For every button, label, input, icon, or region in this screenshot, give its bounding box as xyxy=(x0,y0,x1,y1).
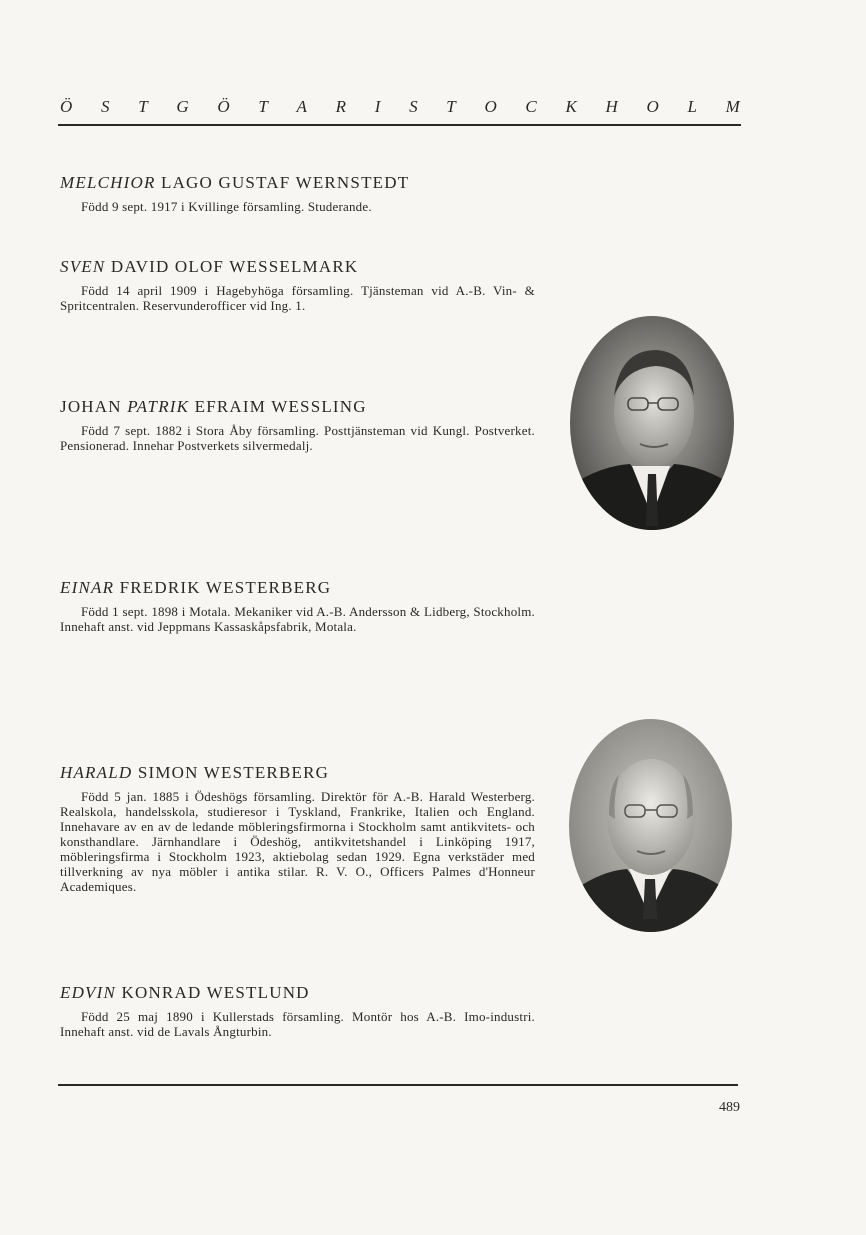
header-letter: H xyxy=(605,97,618,116)
entry-given-name: PATRIK xyxy=(127,397,190,416)
entry-other-names: FREDRIK WESTERBERG xyxy=(114,578,332,597)
portrait-bald-man-image xyxy=(569,719,732,932)
entry-name xyxy=(60,257,535,277)
entry-body: Född 25 maj 1890 i Kullerstads församling. Montör hos A.-B. Imo-industri. Innehaft anst. vid de Lavals Ångturbin. xyxy=(60,1009,535,1039)
page-number: 489 xyxy=(719,1100,740,1115)
header-letter: C xyxy=(525,97,537,116)
header-letter: Ö xyxy=(217,97,230,116)
header-letter: T xyxy=(258,97,268,116)
biography-entry xyxy=(60,578,535,634)
biography-entry xyxy=(60,397,535,453)
header-letter: T xyxy=(138,97,148,116)
header-letter: R xyxy=(335,97,346,116)
biography-entry xyxy=(60,257,535,313)
entry-name xyxy=(60,397,535,417)
entry-other-names: KONRAD WESTLUND xyxy=(116,983,310,1002)
header-letter: G xyxy=(176,97,189,116)
entry-body: Född 14 april 1909 i Hagebyhöga församling. Tjänsteman vid A.-B. Vin- & Spritcentralen. Reservunderofficer vid Ing. 1. xyxy=(60,283,535,313)
portrait-photo xyxy=(570,316,734,530)
entry-other-names: SIMON WESTERBERG xyxy=(132,763,330,782)
portrait-photo xyxy=(569,719,732,932)
header-letter: Ö xyxy=(60,97,73,116)
header-letter: M xyxy=(725,97,740,116)
biography-entry xyxy=(60,173,535,214)
entry-body: Född 7 sept. 1882 i Stora Åby församling. Posttjänsteman vid Kungl. Postverket. Pensionerad. Innehar Postverkets silvermedalj. xyxy=(60,423,535,453)
header-letter: K xyxy=(565,97,577,116)
entry-body: Född 5 jan. 1885 i Ödeshögs församling. Direktör för A.-B. Harald Westerberg. Realskola, handelsskola, studieresor i Tyskland, Frankrike, Italien och England. Innehavare av en av de ledande möbleringsfirmorna i Stockholm samt antikvitets- och konsthandlare. Järnhandlare i Ödeshög, antikvitetshandel i Linköping 1917, möbleringsfirma i Stockholm 1923, aktiebolag sedan 1929. Egna verkstäder med tillverkning av nya möbler i antika stilar. R. V. O., Officers Palmes d'Honneur Academiques. xyxy=(60,789,535,894)
entry-other-names: DAVID OLOF WESSELMARK xyxy=(105,257,359,276)
entry-name xyxy=(60,578,535,598)
header-letter: O xyxy=(484,97,497,116)
biography-entry xyxy=(60,983,535,1039)
entry-body: Född 9 sept. 1917 i Kvillinge församling. Studerande. xyxy=(81,199,372,214)
entry-given-name: EINAR xyxy=(60,578,115,597)
footer-rule xyxy=(58,1084,738,1086)
biography-entry xyxy=(60,763,535,894)
entry-given-name: EDVIN xyxy=(60,983,117,1002)
entry-first-name: JOHAN xyxy=(60,397,128,416)
portrait-man-spectacles-image xyxy=(570,316,734,530)
entry-name xyxy=(60,983,535,1003)
entry-given-name: HARALD xyxy=(60,763,133,782)
entry-name xyxy=(60,173,535,193)
entry-given-name: MELCHIOR xyxy=(60,173,156,192)
header-letter: S xyxy=(100,97,110,116)
entry-name xyxy=(60,763,535,783)
header-letter: I xyxy=(374,97,381,116)
header-letter: O xyxy=(646,97,659,116)
entry-given-name: SVEN xyxy=(60,257,106,276)
entry-other-names: EFRAIM WESSLING xyxy=(189,397,367,416)
header-letter: A xyxy=(296,97,307,116)
entry-body: Född 1 sept. 1898 i Motala. Mekaniker vid A.-B. Andersson & Lidberg, Stockholm. Innehaft anst. vid Jeppmans Kassaskåpsfabrik, Motala. xyxy=(60,604,535,634)
header-letter: T xyxy=(446,97,456,116)
entry-other-names: LAGO GUSTAF WERNSTEDT xyxy=(155,173,410,192)
header-rule xyxy=(58,124,741,126)
header-letter: S xyxy=(409,97,418,116)
running-header xyxy=(60,97,740,117)
header-letter: L xyxy=(687,97,697,116)
